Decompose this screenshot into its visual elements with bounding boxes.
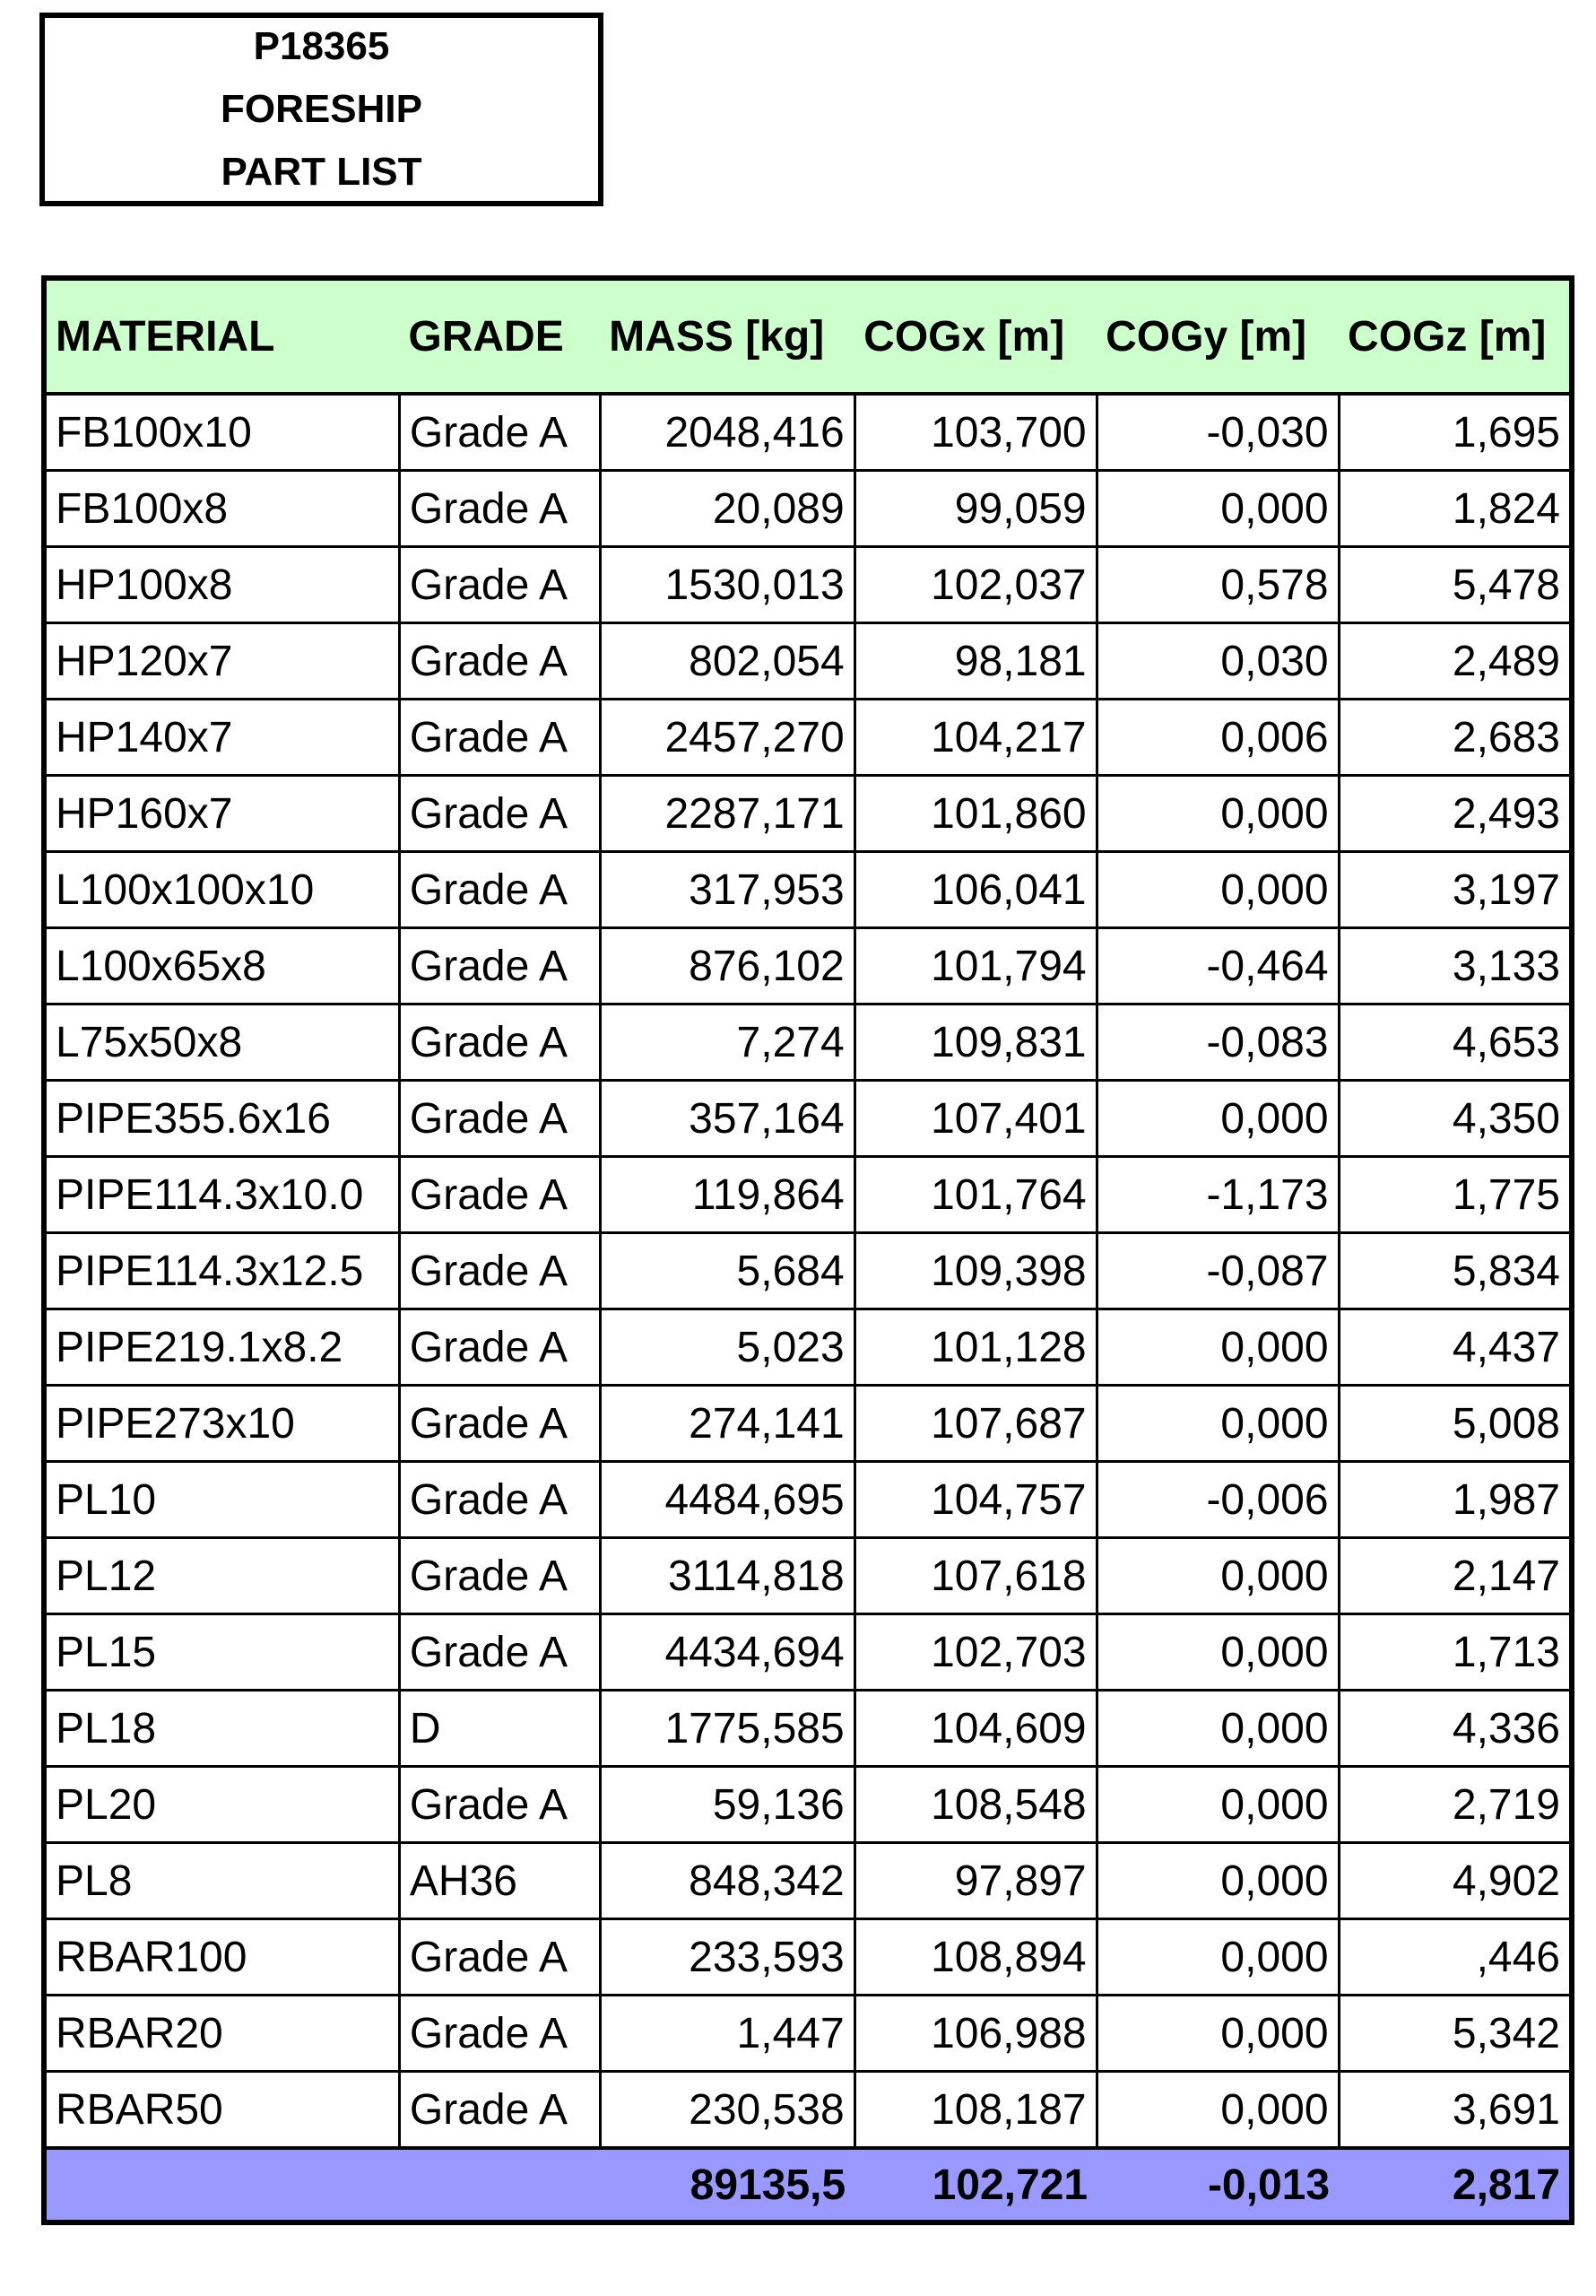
cell-cogy: -0,006 — [1097, 1462, 1339, 1538]
cell-grade: Grade A — [399, 1309, 600, 1386]
cell-mass: 2457,270 — [600, 700, 854, 776]
cell-cogz: 1,987 — [1339, 1462, 1572, 1538]
cell-mass: 59,136 — [600, 1767, 854, 1843]
cell-grade: Grade A — [399, 1004, 600, 1081]
cell-grade: Grade A — [399, 1614, 600, 1691]
cell-cogz: ,446 — [1339, 1919, 1572, 1996]
cell-cogx: 104,757 — [854, 1462, 1097, 1538]
cell-cogy: -0,087 — [1097, 1233, 1339, 1309]
cell-cogy: 0,006 — [1097, 700, 1339, 776]
cell-cogy: 0,000 — [1097, 1691, 1339, 1767]
cell-grade: Grade A — [399, 1538, 600, 1614]
cell-cogx: 107,687 — [854, 1386, 1097, 1462]
cell-cogx: 107,401 — [854, 1081, 1097, 1157]
cell-cogy: 0,000 — [1097, 1614, 1339, 1691]
table-row — [44, 1309, 1572, 1386]
cell-material: PL12 — [44, 1538, 399, 1614]
cell-cogz: 2,489 — [1339, 623, 1572, 700]
header-mass: MASS [kg] — [600, 278, 854, 394]
cell-cogz: 3,197 — [1339, 852, 1572, 928]
table-row — [44, 852, 1572, 928]
cell-cogy: -0,030 — [1097, 394, 1339, 471]
cell-grade: Grade A — [399, 1919, 600, 1996]
header-cogy: COGy [m] — [1097, 278, 1339, 394]
cell-cogx: 102,703 — [854, 1614, 1097, 1691]
part-list-table — [41, 275, 1574, 2225]
cell-material: PIPE355.6x16 — [44, 1081, 399, 1157]
header-row — [44, 278, 1572, 394]
cell-mass: 233,593 — [600, 1919, 854, 1996]
cell-cogx: 101,794 — [854, 928, 1097, 1004]
cell-mass: 1775,585 — [600, 1691, 854, 1767]
cell-grade: Grade A — [399, 394, 600, 471]
cell-cogx: 109,831 — [854, 1004, 1097, 1081]
table-row — [44, 1233, 1572, 1309]
table-row — [44, 776, 1572, 852]
cell-cogy: 0,000 — [1097, 1919, 1339, 1996]
cell-material: HP140x7 — [44, 700, 399, 776]
table-row — [44, 1691, 1572, 1767]
cell-material: PL10 — [44, 1462, 399, 1538]
cell-cogy: 0,000 — [1097, 1386, 1339, 1462]
cell-cogy: 0,000 — [1097, 2072, 1339, 2149]
table-row — [44, 1767, 1572, 1843]
cell-cogy: 0,000 — [1097, 1767, 1339, 1843]
cell-material: PIPE273x10 — [44, 1386, 399, 1462]
cell-cogz: 1,824 — [1339, 471, 1572, 547]
table-row — [44, 1157, 1572, 1233]
cell-cogz: 4,902 — [1339, 1843, 1572, 1919]
cell-mass: 274,141 — [600, 1386, 854, 1462]
cell-mass: 848,342 — [600, 1843, 854, 1919]
table-row — [44, 471, 1572, 547]
table-row — [44, 2072, 1572, 2149]
table-row — [44, 1004, 1572, 1081]
cell-material: PIPE114.3x12.5 — [44, 1233, 399, 1309]
cell-material: L75x50x8 — [44, 1004, 399, 1081]
cell-cogy: 0,000 — [1097, 1309, 1339, 1386]
cell-cogx: 97,897 — [854, 1843, 1097, 1919]
cell-grade: AH36 — [399, 1843, 600, 1919]
cell-mass: 5,023 — [600, 1309, 854, 1386]
cell-material: HP120x7 — [44, 623, 399, 700]
cell-cogz: 4,437 — [1339, 1309, 1572, 1386]
table-row — [44, 547, 1572, 623]
cell-cogz: 2,493 — [1339, 776, 1572, 852]
cell-cogz: 1,713 — [1339, 1614, 1572, 1691]
cell-material: PL8 — [44, 1843, 399, 1919]
cell-cogz: 5,834 — [1339, 1233, 1572, 1309]
cell-cogx: 103,700 — [854, 394, 1097, 471]
cell-mass: 357,164 — [600, 1081, 854, 1157]
cell-grade: Grade A — [399, 700, 600, 776]
cell-cogy: 0,000 — [1097, 471, 1339, 547]
cell-cogz: 3,691 — [1339, 2072, 1572, 2149]
table-row — [44, 394, 1572, 471]
cell-cogy: 0,000 — [1097, 1996, 1339, 2072]
cell-grade: Grade A — [399, 1386, 600, 1462]
cell-material: RBAR100 — [44, 1919, 399, 1996]
cell-cogz: 4,350 — [1339, 1081, 1572, 1157]
cell-cogy: -1,173 — [1097, 1157, 1339, 1233]
cell-cogx: 109,398 — [854, 1233, 1097, 1309]
cell-cogz: 2,719 — [1339, 1767, 1572, 1843]
cell-grade: Grade A — [399, 928, 600, 1004]
cell-material: FB100x10 — [44, 394, 399, 471]
cell-material: PL18 — [44, 1691, 399, 1767]
cell-mass: 2048,416 — [600, 394, 854, 471]
cell-cogz: 2,147 — [1339, 1538, 1572, 1614]
cell-mass: 876,102 — [600, 928, 854, 1004]
cell-mass: 1,447 — [600, 1996, 854, 2072]
cell-mass: 7,274 — [600, 1004, 854, 1081]
header-material: MATERIAL — [44, 278, 399, 394]
cell-mass: 1530,013 — [600, 547, 854, 623]
cell-grade: Grade A — [399, 547, 600, 623]
cell-cogz: 3,133 — [1339, 928, 1572, 1004]
cell-mass: 5,684 — [600, 1233, 854, 1309]
table-row — [44, 1919, 1572, 1996]
table-body — [44, 394, 1572, 2148]
cell-cogx: 104,217 — [854, 700, 1097, 776]
cell-cogz: 4,336 — [1339, 1691, 1572, 1767]
cell-cogx: 108,548 — [854, 1767, 1097, 1843]
cell-grade: Grade A — [399, 852, 600, 928]
cell-cogz: 1,775 — [1339, 1157, 1572, 1233]
header-cogz: COGz [m] — [1339, 278, 1572, 394]
table-row — [44, 700, 1572, 776]
total-grade-cell — [399, 2148, 600, 2222]
cell-cogx: 101,764 — [854, 1157, 1097, 1233]
total-cogy: -0,013 — [1097, 2148, 1339, 2222]
cell-mass: 20,089 — [600, 471, 854, 547]
cell-cogz: 5,478 — [1339, 547, 1572, 623]
cell-mass: 4484,695 — [600, 1462, 854, 1538]
cell-cogx: 107,618 — [854, 1538, 1097, 1614]
cell-cogy: 0,000 — [1097, 1081, 1339, 1157]
cell-material: FB100x8 — [44, 471, 399, 547]
cell-cogy: 0,578 — [1097, 547, 1339, 623]
cell-material: PIPE219.1x8.2 — [44, 1309, 399, 1386]
cell-cogy: 0,000 — [1097, 776, 1339, 852]
cell-cogx: 104,609 — [854, 1691, 1097, 1767]
cell-cogx: 106,988 — [854, 1996, 1097, 2072]
table-row — [44, 1843, 1572, 1919]
cell-grade: Grade A — [399, 2072, 600, 2149]
table-row — [44, 1462, 1572, 1538]
cell-grade: Grade A — [399, 1157, 600, 1233]
cell-material: PIPE114.3x10.0 — [44, 1157, 399, 1233]
total-mass: 89135,5 — [600, 2148, 854, 2222]
table-row — [44, 1538, 1572, 1614]
cell-cogy: 0,000 — [1097, 852, 1339, 928]
cell-cogx: 99,059 — [854, 471, 1097, 547]
list-title: PART LIST — [221, 150, 422, 194]
cell-grade: Grade A — [399, 776, 600, 852]
cell-material: RBAR50 — [44, 2072, 399, 2149]
header-cogx: COGx [m] — [854, 278, 1097, 394]
cell-cogx: 108,187 — [854, 2072, 1097, 2149]
total-row — [44, 2148, 1572, 2222]
cell-material: L100x65x8 — [44, 928, 399, 1004]
cell-cogz: 1,695 — [1339, 394, 1572, 471]
cell-cogz: 4,653 — [1339, 1004, 1572, 1081]
header-grade: GRADE — [399, 278, 600, 394]
title-box — [39, 13, 603, 206]
cell-grade: Grade A — [399, 1233, 600, 1309]
cell-cogz: 2,683 — [1339, 700, 1572, 776]
table-row — [44, 1614, 1572, 1691]
cell-material: PL20 — [44, 1767, 399, 1843]
table-row — [44, 1996, 1572, 2072]
cell-cogx: 101,128 — [854, 1309, 1097, 1386]
cell-grade: Grade A — [399, 1462, 600, 1538]
cell-grade: Grade A — [399, 623, 600, 700]
total-material-cell — [44, 2148, 399, 2222]
cell-mass: 802,054 — [600, 623, 854, 700]
cell-cogx: 98,181 — [854, 623, 1097, 700]
cell-grade: Grade A — [399, 1996, 600, 2072]
cell-cogz: 5,342 — [1339, 1996, 1572, 2072]
cell-mass: 230,538 — [600, 2072, 854, 2149]
cell-grade: D — [399, 1691, 600, 1767]
table-row — [44, 1386, 1572, 1462]
cell-material: RBAR20 — [44, 1996, 399, 2072]
cell-cogy: -0,464 — [1097, 928, 1339, 1004]
table-row — [44, 1081, 1572, 1157]
project-number: P18365 — [253, 24, 390, 68]
cell-grade: Grade A — [399, 471, 600, 547]
cell-grade: Grade A — [399, 1081, 600, 1157]
cell-cogy: 0,030 — [1097, 623, 1339, 700]
table-row — [44, 623, 1572, 700]
cell-material: PL15 — [44, 1614, 399, 1691]
total-cogx: 102,721 — [854, 2148, 1097, 2222]
total-cogz: 2,817 — [1339, 2148, 1572, 2222]
cell-cogx: 101,860 — [854, 776, 1097, 852]
cell-cogx: 106,041 — [854, 852, 1097, 928]
cell-material: L100x100x10 — [44, 852, 399, 928]
cell-grade: Grade A — [399, 1767, 600, 1843]
section-name: FORESHIP — [221, 87, 422, 131]
cell-cogx: 108,894 — [854, 1919, 1097, 1996]
cell-cogy: -0,083 — [1097, 1004, 1339, 1081]
cell-material: HP160x7 — [44, 776, 399, 852]
cell-cogy: 0,000 — [1097, 1843, 1339, 1919]
cell-material: HP100x8 — [44, 547, 399, 623]
table-row — [44, 928, 1572, 1004]
cell-cogy: 0,000 — [1097, 1538, 1339, 1614]
cell-cogx: 102,037 — [854, 547, 1097, 623]
cell-mass: 3114,818 — [600, 1538, 854, 1614]
cell-mass: 2287,171 — [600, 776, 854, 852]
cell-mass: 4434,694 — [600, 1614, 854, 1691]
cell-mass: 119,864 — [600, 1157, 854, 1233]
cell-cogz: 5,008 — [1339, 1386, 1572, 1462]
cell-mass: 317,953 — [600, 852, 854, 928]
